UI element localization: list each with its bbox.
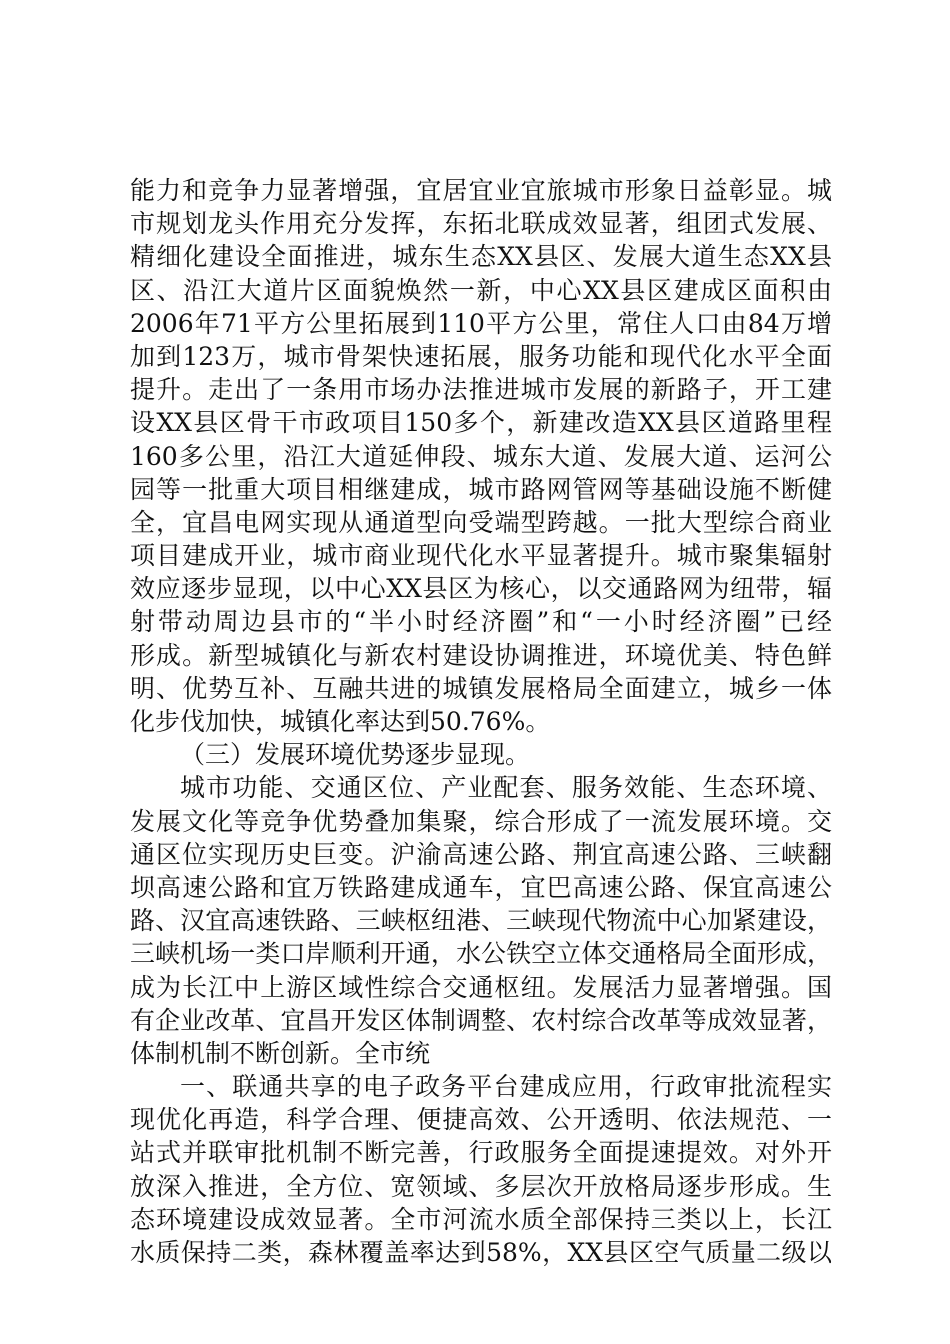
text-line: 设XX县区骨干市政项目150多个，新建改造XX县区道路里程 <box>130 408 832 438</box>
text-line: 区、沿江大道片区面貌焕然一新，中心XX县区建成区面积由 <box>130 275 832 305</box>
text-line: 放深入推进，全方位、宽领域、多层次开放格局逐步形成。生 <box>130 1171 832 1201</box>
text-line: 坝高速公路和宜万铁路建成通车，宜巴高速公路、保宜高速公 <box>130 872 832 902</box>
text-line: 能力和竞争力显著增强，宜居宜业宜旅城市形象日益彰显。城 <box>130 176 832 205</box>
text-line: 射带动周边县市的“半小时经济圈”和“一小时经济圈”已经 <box>130 607 832 637</box>
paragraph-first-line: 一、联通共享的电子政务平台建成应用，行政审批流程实 <box>180 1072 832 1102</box>
text-line: 水质保持二类，森林覆盖率达到58%，XX县区空气质量二级以 <box>130 1238 832 1267</box>
text-line: 成为长江中上游区域性综合交通枢纽。发展活力显著增强。国 <box>130 972 832 1002</box>
text-line: 现优化再造，科学合理、便捷高效、公开透明、依法规范、一 <box>130 1105 832 1135</box>
paragraph-first-line: 城市功能、交通区位、产业配套、服务效能、生态环境、 <box>180 773 832 803</box>
text-line: 效应逐步显现，以中心XX县区为核心，以交通路网为纽带，辐 <box>130 574 832 604</box>
text-line: 精细化建设全面推进，城东生态XX县区、发展大道生态XX县 <box>130 242 832 272</box>
text-line: 明、优势互补、互融共进的城镇发展格局全面建立，城乡一体 <box>130 673 832 703</box>
text-line: 提升。走出了一条用市场办法推进城市发展的新路子，开工建 <box>130 375 832 405</box>
text-line: 站式并联审批机制不断完善，行政服务全面提速提效。对外开 <box>130 1138 832 1168</box>
text-line: 发展文化等竞争优势叠加集聚，综合形成了一流发展环境。交 <box>130 806 832 836</box>
text-line: 三峡机场一类口岸顺利开通，水公铁空立体交通格局全面形成， <box>130 939 832 969</box>
text-line: 通区位实现历史巨变。沪渝高速公路、荆宜高速公路、三峡翻 <box>130 839 832 869</box>
text-line: 加到123万，城市骨架快速拓展，服务功能和现代化水平全面 <box>130 341 832 371</box>
text-line: 有企业改革、宜昌开发区体制调整、农村综合改革等成效显著， <box>130 1005 832 1035</box>
text-line: 全，宜昌电网实现从通道型向受端型跨越。一批大型综合商业 <box>130 507 832 537</box>
text-line: 态环境建设成效显著。全市河流水质全部保持三类以上，长江 <box>130 1204 832 1234</box>
text-line: 园等一批重大项目相继建成，城市路网管网等基础设施不断健 <box>130 474 832 504</box>
text-line: 化步伐加快，城镇化率达到50.76%。 <box>130 707 551 736</box>
text-line: 160多公里，沿江大道延伸段、城东大道、发展大道、运河公 <box>130 441 832 471</box>
text-line: 路、汉宜高速铁路、三峡枢纽港、三峡现代物流中心加紧建设， <box>130 906 832 936</box>
text-line: 2006年71平方公里拓展到110平方公里，常住人口由84万增 <box>130 308 832 338</box>
text-line: 市规划龙头作用充分发挥，东拓北联成效显著，组团式发展、 <box>130 209 832 239</box>
text-line: 体制机制不断创新。全市统 <box>130 1038 431 1068</box>
document-page <box>130 174 832 1269</box>
text-line: 项目建成开业，城市商业现代化水平显著提升。城市聚集辐射 <box>130 541 832 571</box>
section-heading: （三）发展环境优势逐步显现。 <box>180 740 531 770</box>
text-line: 形成。新型城镇化与新农村建设协调推进，环境优美、特色鲜 <box>130 640 832 670</box>
